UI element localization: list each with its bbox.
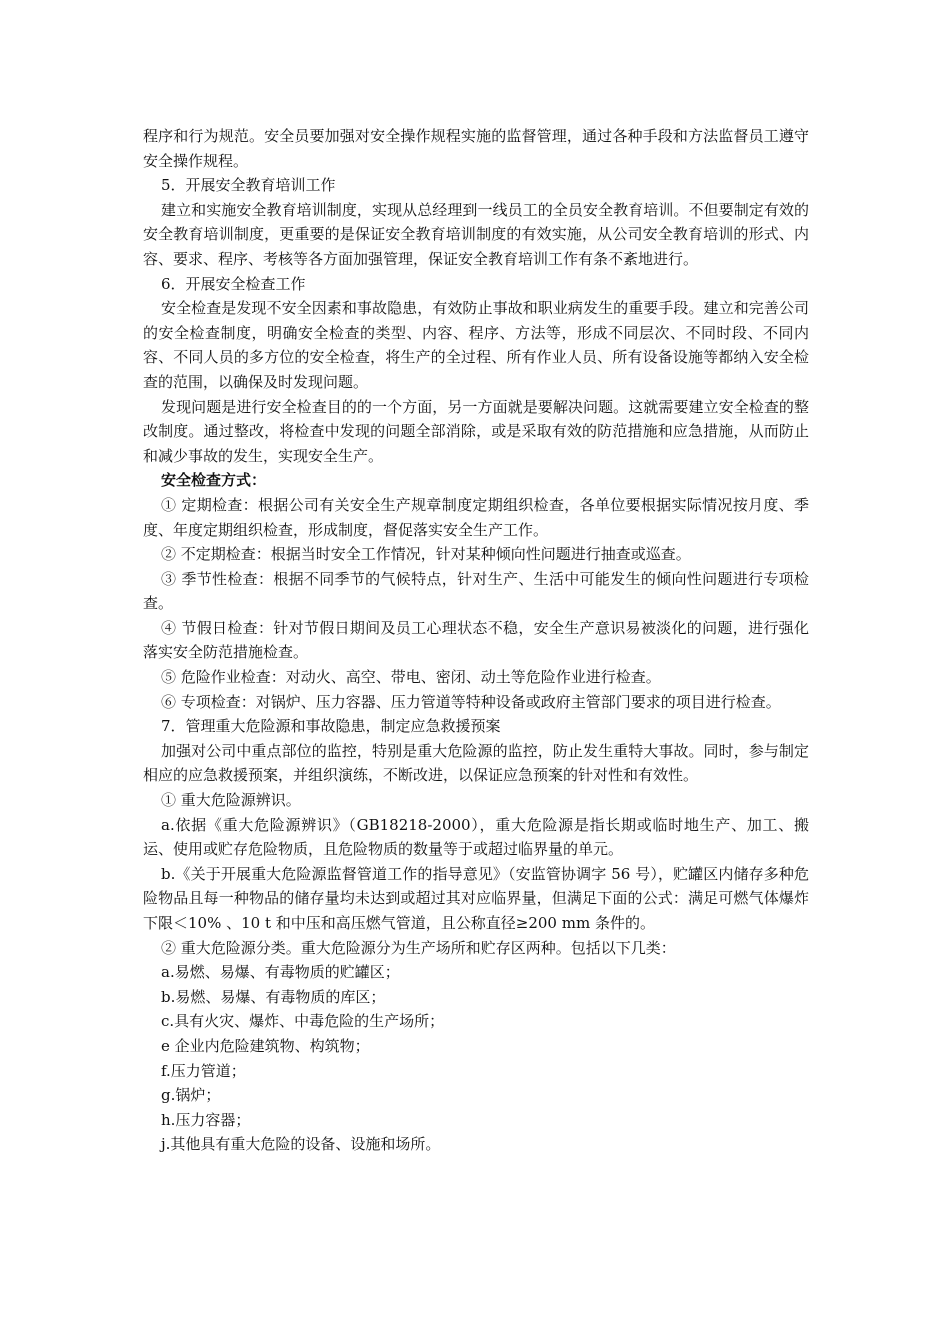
inspection-item: ③ 季节性检查：根据不同季节的气候特点，针对生产、生活中可能发生的倾向性问题进行专项检查。 [143,569,809,613]
inspection-item: ⑤ 危险作业检查：对动火、高空、带电、密闭、动土等危险作业进行检查。 [161,668,661,687]
paragraph: 加强对公司中重点部位的监控，特别是重大危险源的监控，防止发生重特大事故。同时，参与制定相应的应急救援预案，并组织演练，不断改进，以保证应急预案的针对性和有效性。 [143,741,809,785]
section-heading-5: 5．开展安全教育培训工作 [161,176,336,195]
category-item: c.具有火灾、爆炸、中毒危险的生产场所； [161,1012,445,1031]
category-item: h.压力容器； [161,1110,251,1129]
sub-heading: ② 重大危险源分类。重大危险源分为生产场所和贮存区两种。包括以下几类： [161,938,676,957]
sub-heading: ① 重大危险源辨识。 [161,791,301,810]
section-heading-6: 6．开展安全检查工作 [161,274,306,293]
list-item: a.依据《重大危险源辨识》（GB18218-2000），重大危险源是指长期或临时地生产、加工、搬运、使用或贮存危险物质，且危险物质的数量等于或超过临界量的单元。 [143,815,809,859]
category-item: j.其他具有重大危险的设备、设施和场所。 [161,1135,441,1154]
list-item: b.《关于开展重大危险源监督管道工作的指导意见》（安监管协调字 56 号），贮罐区内储存多种危险物品且每一种物品的储存量均未达到或超过其对应临界量，但满足下面的公式：满足可燃气体爆炸下限＜10% 、10 t 和中压和高压燃气管道，且公称直径≥200 mm 条件的。 [143,864,809,932]
section-heading-7: 7．管理重大危险源和事故隐患，制定应急救援预案 [161,717,501,736]
paragraph: 发现问题是进行安全检查目的的一个方面，另一方面就是要解决问题。这就需要建立安全检查的整改制度。通过整改，将检查中发现的问题全部消除，或是采取有效的防范措施和应急措施，从而防止和减少事故的发生，实现安全生产。 [143,397,809,465]
category-item: g.锅炉； [161,1086,221,1105]
category-item: e 企业内危险建筑物、构筑物； [161,1036,370,1055]
paragraph: 安全检查是发现不安全因素和事故隐患，有效防止事故和职业病发生的重要手段。建立和完善公司的安全检查制度，明确安全检查的类型、内容、程序、方法等，形成不同层次、不同时段、不同内容、不同人员的多方位的安全检查，将生产的全过程、所有作业人员、所有设备设施等都纳入安全检查的范围，以确保及时发现问题。 [143,299,809,391]
document-page [143,124,809,1157]
inspection-item: ⑥ 专项检查：对锅炉、压力容器、压力管道等特种设备或政府主管部门要求的项目进行检查。 [161,692,781,711]
inspection-item: ① 定期检查：根据公司有关安全生产规章制度定期组织检查，各单位要根据实际情况按月度、季度、年度定期组织检查，形成制度，督促落实安全生产工作。 [143,495,809,539]
paragraph: 程序和行为规范。安全员要加强对安全操作规程实施的监督管理，通过各种手段和方法监督员工遵守安全操作规程。 [143,127,809,170]
category-item: f.压力管道； [161,1061,246,1080]
category-item: a.易燃、易爆、有毒物质的贮罐区； [161,963,400,982]
paragraph: 建立和实施安全教育培训制度，实现从总经理到一线员工的全员安全教育培训。不但要制定有效的安全教育培训制度，更重要的是保证安全教育培训制度的有效实施，从公司安全教育培训的形式、内容、要求、程序、考核等各方面加强管理，保证安全教育培训工作有条不紊地进行。 [143,200,809,268]
inspection-item: ② 不定期检查：根据当时安全工作情况，针对某种倾向性问题进行抽查或巡查。 [161,545,691,564]
category-item: b.易燃、易爆、有毒物质的库区； [161,987,386,1006]
inspection-item: ④ 节假日检查：针对节假日期间及员工心理状态不稳，安全生产意识易被淡化的问题，进行强化落实安全防范措施检查。 [143,618,809,662]
bold-heading: 安全检查方式： [161,471,267,490]
